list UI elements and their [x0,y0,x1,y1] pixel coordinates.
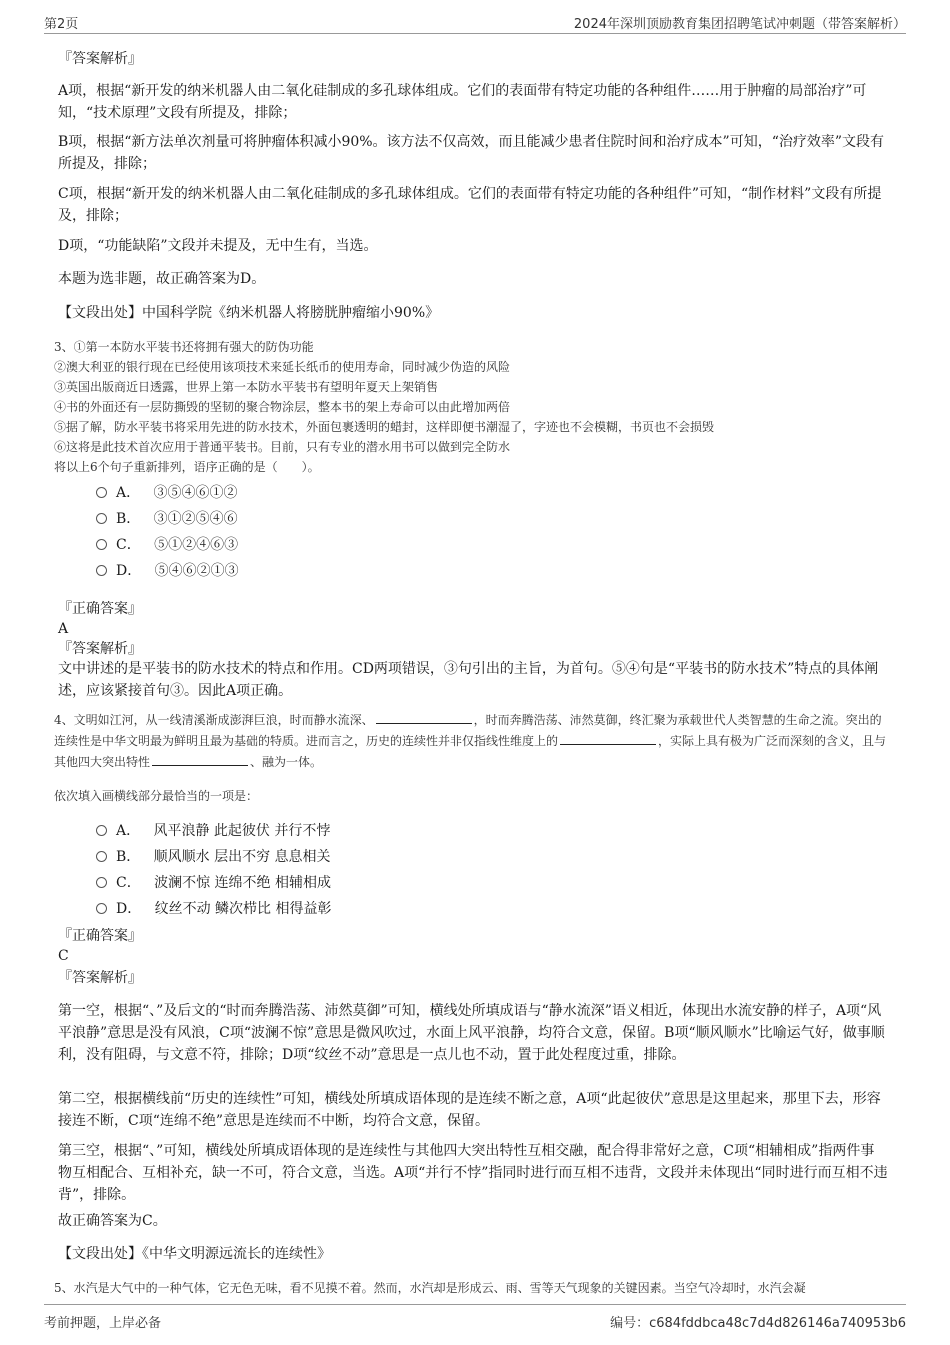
option-letter: D． [116,563,142,579]
q2-analysis-c: C项，根据“新开发的纳米机器人由二氧化硅制成的多孔球体组成。它们的表面带有特定功能的各种组件”可知，“制作材料”文段有所提及，排除； [58,186,882,224]
q3-option-d[interactable] [96,560,239,580]
footer-doc-id: 编号：c684fddbca48c7d4d826146a740953b6 [610,1316,906,1331]
q5-stem: 5、水汽是大气中的一种气体，它无色无味，看不见摸不着。然而，水汽却是形成云、雨、雪等天气现象的关键因素。当空气冷却时，水汽会凝 [54,1281,806,1295]
q4-analysis-blank-2: 第二空，根据横线前“历史的连续性”可知，横线处所填成语体现的是连续不断之意，A项“此起彼伏”意思是这里起来，那里下去，形容接连不断，C项“连绵不绝”意思是连续而不中断，均符合文意，保留。 [58,1091,881,1129]
option-text: ③①②⑤④⑥ [153,511,238,527]
option-letter: A． [116,485,141,501]
q3-sentence-1: 3、①第一本防水平装书还将拥有强大的防伪功能 [54,340,314,354]
q3-sentence-4: ④书的外面还有一层防撕毁的坚韧的聚合物涂层，整本书的架上寿命可以由此增加两倍 [54,400,511,414]
q3-sentence-2: ②澳大利亚的银行现在已经使用该项技术来延长纸币的使用寿命，同时减少伪造的风险 [54,360,511,374]
q3-answer: A [58,621,69,637]
page-number: 第2页 [44,17,79,32]
q3-option-c[interactable] [96,534,238,554]
q3-prompt: 将以上6个句子重新排列，语序正确的是（ ）。 [54,460,320,474]
radio-icon[interactable] [96,539,107,550]
q4-analysis-blank-3: 第三空，根据“、”可知，横线处所填成语体现的是连续性与其他四大突出特性互相交融，配合得非常好之意，C项“相辅相成”指两件事物互相配合、互相补充，缺一不可，符合文意，当选。A项“并行不悖”指同时进行而互相不违背，文段并未体现出“同时进行而互相不违背”，排除。 [58,1143,888,1203]
q4-prompt: 依次填入画横线部分最恰当的一项是： [54,789,259,803]
option-text: 风平浪静 此起彼伏 并行不悖 [153,823,331,839]
q2-conclusion: 本题为选非题，故正确答案为D。 [58,271,266,287]
option-letter: A． [116,823,141,839]
header-rule [44,33,906,34]
option-letter: D． [116,901,142,917]
q4-stem-part-1: 4、文明如江河，从一线清溪渐成澎湃巨浪，时而静水流深、 [54,713,374,727]
q4-stem [54,710,890,773]
option-text: 纹丝不动 鳞次栉比 相得益彰 [154,901,332,917]
footer-slogan: 考前押题，上岸必备 [44,1316,162,1331]
option-text: ⑤④⑥②①③ [154,563,239,579]
q4-answer: C [58,948,69,964]
radio-icon[interactable] [96,565,107,576]
q2-analysis-a: A项，根据“新开发的纳米机器人由二氧化硅制成的多孔球体组成。它们的表面带有特定功能的各种组件……用于肿瘤的局部治疗”可知，“技术原理”文段有所提及，排除； [58,83,867,121]
document-title: 2024年深圳顶励教育集团招聘笔试冲刺题（带答案解析） [573,17,906,32]
option-text: 波澜不惊 连绵不绝 相辅相成 [154,875,331,891]
radio-icon[interactable] [96,903,107,914]
q3-sentence-5: ⑤据了解，防水平装书将采用先进的防水技术，外面包裹透明的蜡封，这样即便书潮湿了，字迹也不会模糊，书页也不会损毁 [54,420,715,434]
q2-source: 【文段出处】中国科学院《纳米机器人将膀胱肿瘤缩小90%》 [58,305,440,321]
q3-answer-title: 『正确答案』 [58,601,142,617]
q4-option-c[interactable] [96,872,331,892]
q3-sentence-6: ⑥这将是此技术首次应用于普通平装书。目前，只有专业的潜水用书可以做到完全防水 [54,440,511,454]
q3-option-b[interactable] [96,508,238,528]
option-text: ③⑤④⑥①② [153,485,238,501]
q3-analysis: 文中讲述的是平装书的防水技术的特点和作用。CD两项错误，③句引出的主旨，为首句。⑤④句是“平装书的防水技术”特点的具体阐述，应该紧接首句③。因此A项正确。 [58,661,879,699]
radio-icon[interactable] [96,825,107,836]
q4-source: 【文段出处】《中华文明源远流长的连续性》 [58,1246,331,1262]
q4-blank-1 [376,710,472,724]
q3-sentence-3: ③英国出版商近日透露，世界上第一本防水平装书有望明年夏天上架销售 [54,380,439,394]
q4-stem-part-2: ，时而奔腾浩荡、沛然莫御，终汇聚为承载世代人类智慧的生命之流。突出的连续性是中华文明最为鲜明且最为基础的特质。进而言之，历史的连续性并非仅指线性维度上的 [54,713,882,748]
q2-analysis-d: D项，“功能缺陷”文段并未提及，无中生有，当选。 [58,238,378,254]
q4-stem-part-3: ，实际上具有极为广泛而深刻的含义，且与其他四大突出特性 [54,734,887,769]
option-letter: B． [116,511,141,527]
option-text: 顺风顺水 层出不穷 息息相关 [153,849,331,865]
q4-analysis-title: 『答案解析』 [58,970,142,986]
q4-option-a[interactable] [96,820,330,840]
q3-analysis-title: 『答案解析』 [58,641,142,657]
q4-option-b[interactable] [96,846,331,866]
option-letter: B． [116,849,141,865]
option-text: ⑤①②④⑥③ [154,537,239,553]
radio-icon[interactable] [96,851,107,862]
option-letter: C． [116,875,141,891]
q2-analysis-title: 『答案解析』 [58,51,142,67]
radio-icon[interactable] [96,487,107,498]
q2-analysis-b: B项，根据“新方法单次剂量可将肿瘤体积减小90%。该方法不仅高效，而且能减少患者住院时间和治疗成本”可知，“治疗效率”文段有所提及，排除； [58,134,885,172]
q4-blank-3 [152,752,248,766]
q4-analysis-blank-1: 第一空，根据“、”及后文的“时而奔腾浩荡、沛然莫御”可知，横线处所填成语与“静水流深”语义相近，体现出水流安静的样子，A项“风平浪静”意思是没有风浪，C项“波澜不惊”意思是微风吹过，水面上风平浪静，均符合文意，保留。B项“顺风顺水”比喻运气好，做事顺利，没有阻碍，与文意不符，排除；D项“纹丝不动”意思是一点儿也不动，置于此处程度过重，排除。 [58,1003,885,1063]
radio-icon[interactable] [96,877,107,888]
q4-option-d[interactable] [96,898,332,918]
q4-answer-title: 『正确答案』 [58,928,142,944]
q4-blank-2 [560,731,656,745]
q4-stem-part-4: 、融为一体。 [250,755,323,769]
radio-icon[interactable] [96,513,107,524]
footer-rule [44,1304,906,1305]
q3-option-a[interactable] [96,482,237,502]
q4-conclusion: 故正确答案为C。 [58,1213,167,1229]
option-letter: C． [116,537,141,553]
